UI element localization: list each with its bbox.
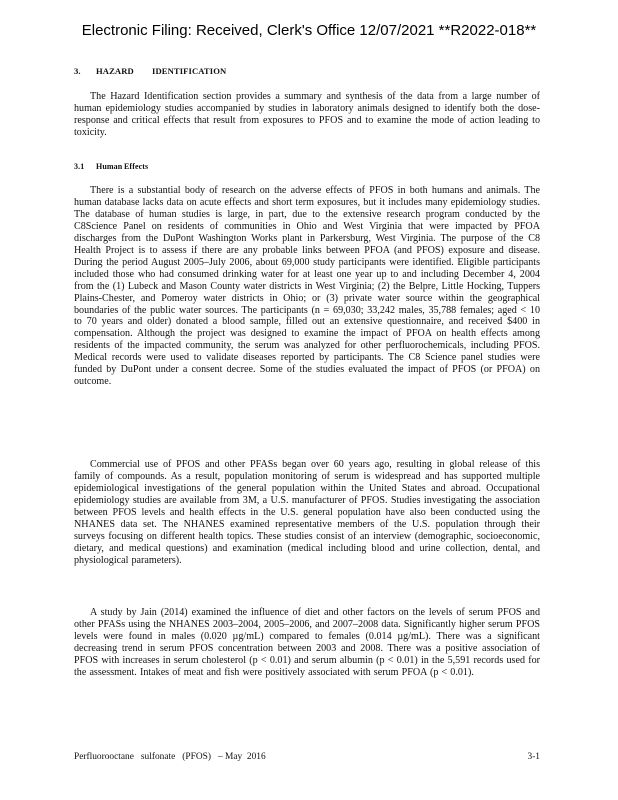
footer-document-title: Perfluorooctane sulfonate (PFOS) – May 2016 xyxy=(74,752,266,762)
page-number: 3-1 xyxy=(527,752,540,762)
paragraph-nhanes xyxy=(74,459,540,567)
section-title-word: IDENTIFICATION xyxy=(152,66,227,76)
paragraph-c8-panel xyxy=(74,185,540,388)
section-heading-human-effects xyxy=(74,162,148,171)
filing-stamp-header: Electronic Filing: Received, Clerk's Office 12/07/2021 **R2022-018** xyxy=(81,22,537,39)
paragraph-text: There is a substantial body of research on the adverse effects of PFOS in both humans and animals. The human database lacks data on acute effects and short term exposures, but it includes many epidemiology studies. The database of human studies is large, in part, due to the extensive research program conducted by the C8Science Panel on residents of communities in Ohio and West Virginia that were impacted by PFOA discharges from the DuPont Washington Works plant in Parkersburg, West Virginia. The purpose of the C8 Health Project is to assess if there are any probable links between PFOA (and PFOS) exposure and disease. During the period August 2005–July 2006, about 69,000 study participants were identified. Eligible participants included those who had consumed drinking water for at least one year up to and including December 4, 2004 from the (1) Lubeck and Mason County water districts in West Virginia; (2) the Belpre, Little Hocking, Tuppers Plains-Chester, and Pomeroy water districts in Ohio; or (3) private water source within the geographical boundaries of the public water sources. The participants (n = 69,030; 33,242 males, 35,788 females; aged < 10 to 70 years and older) donated a blood sample, filled out an extensive questionnaire, and received $400 in compensation. Although the project was designed to examine the impact of PFOA on health effects among residents of the impacted community, the serum was analyzed for other perfluorochemicals, including PFOS. Medical records were used to validate diseases reported by participants. The C8 Science panel studies were funded by DuPont under a consent decree. Some of the studies evaluated the impact of PFOS (or PFOA) on outcome. xyxy=(74,185,540,388)
section-title-word: HAZARD xyxy=(96,66,134,76)
section-heading-hazard-identification xyxy=(74,66,226,76)
page-footer xyxy=(74,752,540,762)
paragraph-text: A study by Jain (2014) examined the influence of diet and other factors on the levels of serum PFOS and other PFASs using the NHANES 2003–2004, 2005–2006, and 2007–2008 data. Significantly higher serum PFOS levels were found in males (0.020 µg/mL) compared to females (0.014 µg/mL). There was a significant decreasing trend in serum PFOS concentration between 2003 and 2008. There was a positive association of PFOS with increases in serum cholesterol (p < 0.01) and serum albumin (p < 0.01) in the 5,591 records used for the assessment. Intakes of meat and fish were positively associated with serum PFOA (p < 0.01). xyxy=(74,607,540,678)
paragraph-intro xyxy=(74,91,540,139)
section-number: 3. xyxy=(74,66,81,76)
section-title-word: Effects xyxy=(124,162,149,171)
section-title-word: Human xyxy=(96,162,123,171)
paragraph-text: Commercial use of PFOS and other PFASs began over 60 years ago, resulting in global release of this family of compounds. As a result, population monitoring of serum is widespread and has supported multiple epidemiological investigations of the general population within the United States and abroad. Occupational epidemiology studies are available from 3M, a U.S. manufacturer of PFOS. Studies investigating the association between PFOS levels and health effects in the U.S. general population have also been conducted using the NHANES data set. The NHANES examined representative members of the U.S. population through their surveys focusing on different health topics. These studies consist of an interview (demographic, socioeconomic, dietary, and medical questions) and examination (medical including blood and urine collection, dental, and physiological parameters). xyxy=(74,459,540,566)
paragraph-text: The Hazard Identification section provides a summary and synthesis of the data from a large number of human epidemiology studies accompanied by studies in laboratory animals designed to identify both the dose-response and critical effects that result from exposures to PFOS and to examine the mode of action leading to toxicity. xyxy=(74,91,540,138)
paragraph-jain-study xyxy=(74,607,540,679)
section-number: 3.1 xyxy=(74,162,85,171)
